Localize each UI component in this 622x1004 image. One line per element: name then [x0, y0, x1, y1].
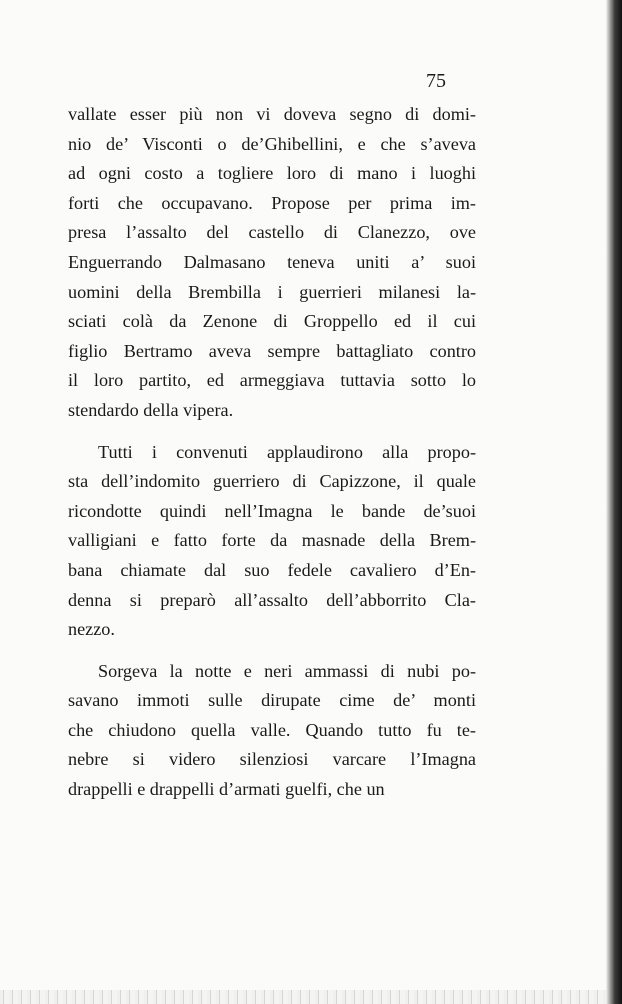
text-line: bana chiamate dal suo fedele cavaliero d’En-: [68, 559, 476, 580]
body-text: [68, 100, 476, 805]
text-line: vallate esser più non vi doveva segno di domi-: [68, 104, 476, 124]
text-line: che chiudono quella valle. Quando tutto fu te-: [68, 719, 476, 740]
text-line: valligiani e fatto forte da masnade della Brem-: [68, 530, 476, 551]
page-edge-shadow: [606, 0, 622, 1004]
page-number: 75: [426, 70, 446, 92]
text-line: Sorgeva la notte e neri ammassi di nubi po-: [98, 660, 476, 681]
text-line: forti che occupavano. Propose per prima im-: [68, 192, 476, 213]
text-line: drappelli e drappelli d’armati guelfi, che un: [68, 779, 385, 800]
text-line: ricondotte quindi nell’Imagna le bande de’suoi: [68, 500, 476, 521]
text-line: nio de’ Visconti o de’Ghibellini, e che s’aveva: [68, 133, 476, 154]
paragraph-gap: [68, 645, 476, 657]
paragraph: [68, 100, 476, 426]
text-line: savano immoti sulle dirupate cime de’ monti: [68, 690, 476, 711]
text-line: figlio Bertramo aveva sempre battagliato contro: [68, 340, 476, 361]
text-line: stendardo della vipera.: [68, 399, 234, 420]
text-line: Enguerrando Dalmasano teneva uniti a’ suoi: [68, 251, 476, 272]
text-line: ad ogni costo a togliere loro di mano i luoghi: [68, 163, 476, 184]
paragraph: [68, 657, 476, 805]
text-line: Tutti i convenuti applaudirono alla propo-: [98, 441, 476, 462]
text-line: nebre si videro silenziosi varcare l’Imagna: [68, 749, 476, 770]
paragraph: [68, 438, 476, 645]
text-line: uomini della Brembilla i guerrieri milanesi la-: [68, 281, 476, 302]
text-line: nezzo.: [68, 619, 115, 640]
text-line: sciati colà da Zenone di Groppello ed il cui: [68, 311, 476, 332]
text-line: presa l’assalto del castello di Clanezzo, ove: [68, 222, 476, 243]
text-line: il loro partito, ed armeggiava tuttavia sotto lo: [68, 370, 476, 391]
text-line: sta dell’indomito guerriero di Capizzone, il quale: [68, 471, 476, 492]
paragraph-gap: [68, 426, 476, 438]
text-line: denna si preparò all’assalto dell’abborrito Cla-: [68, 589, 476, 610]
page-bottom-edge: [0, 990, 606, 1004]
